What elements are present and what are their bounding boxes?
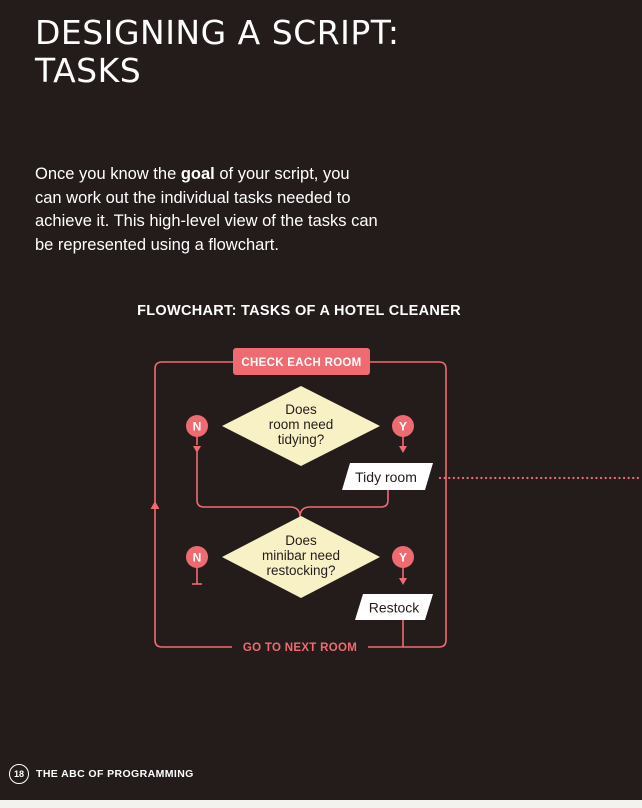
- page-title-line-1: DESIGNING A SCRIPT:: [35, 13, 400, 52]
- loop-left-path: [155, 362, 234, 647]
- page-number-badge: 18: [9, 764, 29, 784]
- intro-text-start: Once you know the: [35, 165, 181, 183]
- arrow-down-yes-1: [399, 446, 407, 453]
- decision-1-line-2: room need: [268, 417, 334, 432]
- decision-1-line-1: Does: [285, 402, 317, 417]
- no-label-1: N: [192, 419, 202, 434]
- end-label: GO TO NEXT ROOM: [242, 642, 358, 654]
- intro-keyword-goal: goal: [180, 165, 215, 183]
- flowchart-title: FLOWCHART: TASKS OF A HOTEL CLEANER: [137, 303, 461, 319]
- yes-label-2: Y: [398, 550, 408, 565]
- decision-1-line-3: tidying?: [277, 432, 325, 447]
- page-title-line-2: TASKS: [35, 51, 142, 90]
- no-label-2: N: [192, 550, 202, 565]
- arrow-down-yes-2: [399, 578, 407, 585]
- decision-2-line-1: Does: [285, 533, 317, 548]
- loop-up-arrow: [151, 501, 160, 509]
- page-footer: [9, 762, 194, 786]
- decision-2-line-2: minibar need: [261, 548, 341, 563]
- book-title: THE ABC OF PROGRAMMING: [36, 768, 194, 780]
- action-restock-label: Restock: [368, 599, 420, 616]
- start-label: CHECK EACH ROOM: [241, 357, 362, 369]
- arrow-down-no-1: [193, 446, 201, 453]
- decision-2-line-3: restocking?: [266, 563, 336, 578]
- intro-text-end: of your script, you can work out the individual tasks needed to achieve it. This high-level view of the tasks can be represented using a flowchart.: [35, 165, 378, 254]
- action-tidy-label: Tidy room: [355, 469, 417, 485]
- yes-label-1: Y: [398, 419, 408, 434]
